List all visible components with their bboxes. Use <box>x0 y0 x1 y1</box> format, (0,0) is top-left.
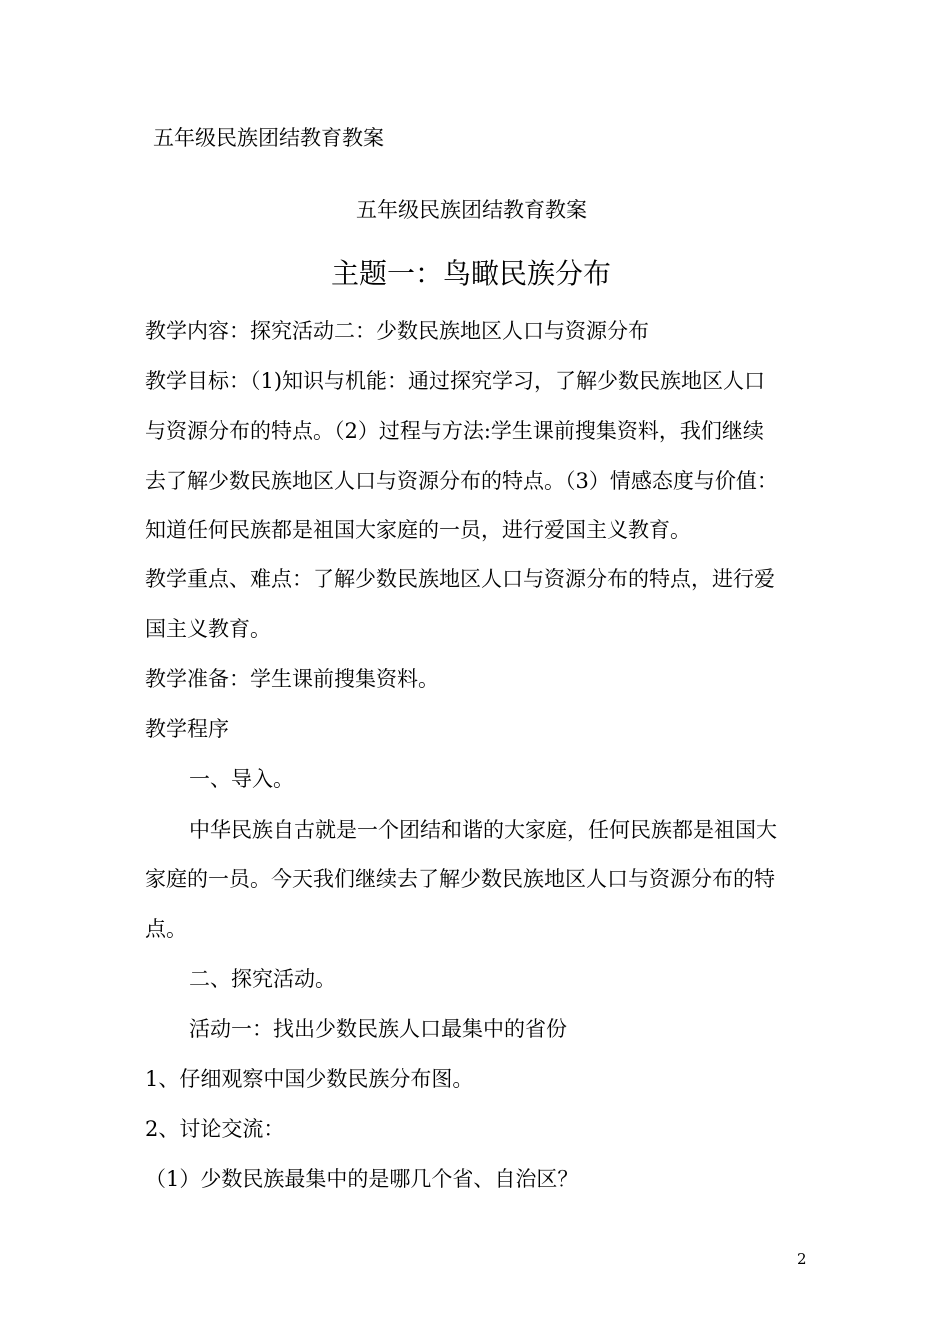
list-item: 2、讨论交流： <box>145 1117 285 1141</box>
header-title: 五年级民族团结教育教案 <box>153 126 384 150</box>
center-title: 五年级民族团结教育教案 <box>356 198 587 222</box>
body-line: 国主义教育。 <box>145 617 271 641</box>
body-line: 教学重点、难点：了解少数民族地区人口与资源分布的特点，进行爱 <box>145 567 775 591</box>
body-line: 教学内容：探究活动二：少数民族地区人口与资源分布 <box>145 319 649 343</box>
page-number: 2 <box>797 1250 807 1268</box>
theme-title: 主题一：鸟瞰民族分布 <box>331 257 612 290</box>
list-item: 1、仔细观察中国少数民族分布图。 <box>145 1067 474 1091</box>
section-heading: 二、探究活动。 <box>189 967 336 991</box>
body-line: 去了解少数民族地区人口与资源分布的特点。（3）情感态度与价值： <box>145 469 778 493</box>
body-line: 教学目标：（1)知识与机能：通过探究学习，了解少数民族地区人口 <box>145 369 766 393</box>
section-heading: 一、导入。 <box>189 767 294 791</box>
body-line: 家庭的一员。今天我们继续去了解少数民族地区人口与资源分布的特 <box>145 867 775 891</box>
body-line: 中华民族自古就是一个团结和谐的大家庭，任何民族都是祖国大 <box>189 818 777 842</box>
body-line: 活动一：找出少数民族人口最集中的省份 <box>189 1017 567 1041</box>
body-line: 知道任何民族都是祖国大家庭的一员，进行爱国主义教育。 <box>145 518 691 542</box>
section-heading: 教学程序 <box>145 717 229 741</box>
list-item: （1）少数民族最集中的是哪几个省、自治区？ <box>145 1167 579 1191</box>
body-line: 点。 <box>145 917 187 941</box>
body-line: 与资源分布的特点。（2）过程与方法:学生课前搜集资料，我们继续 <box>145 419 764 443</box>
body-line: 教学准备：学生课前搜集资料。 <box>145 667 439 691</box>
